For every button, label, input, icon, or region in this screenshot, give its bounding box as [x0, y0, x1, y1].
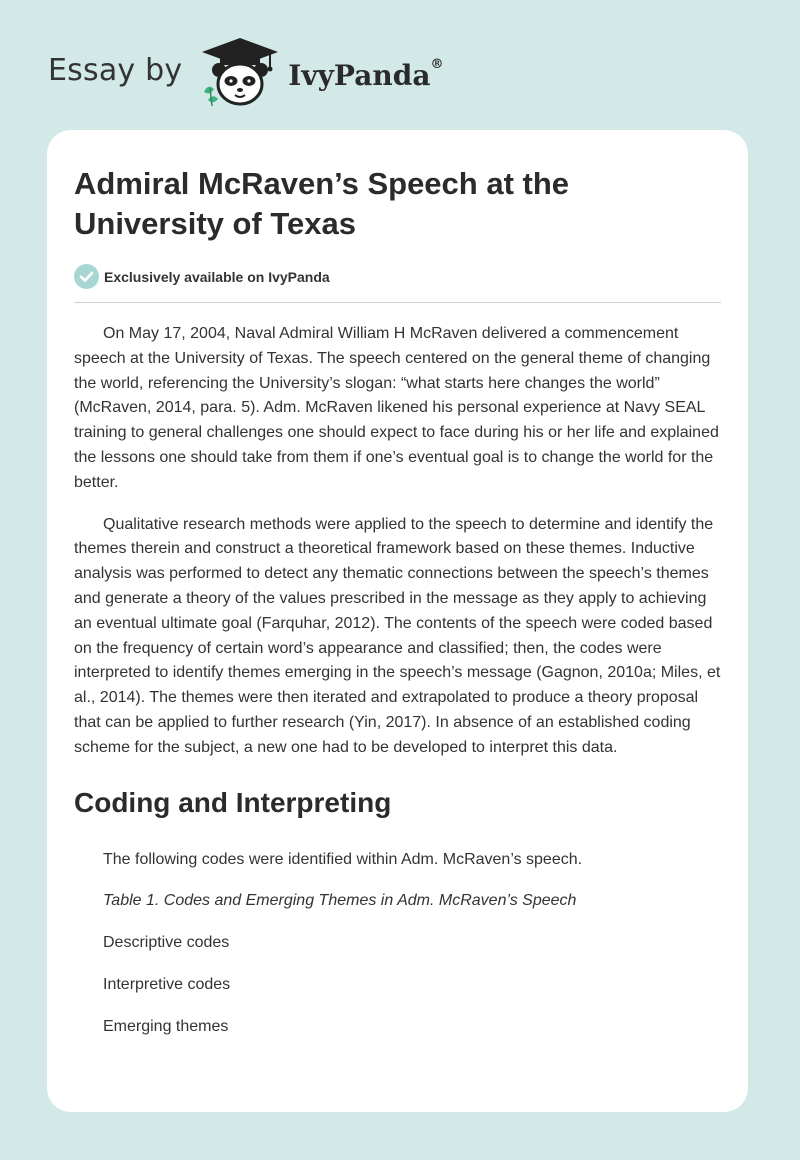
brand-name: IvyPanda® — [288, 56, 444, 92]
table-column-interpretive: Interpretive codes — [103, 975, 231, 993]
title-divider — [74, 302, 721, 303]
check-circle-icon — [74, 264, 99, 289]
page-title: Admiral McRaven’s Speech at the University of Texas — [74, 166, 570, 241]
section-intro: The following codes were identified within Adm. McRaven’s speech. — [103, 850, 583, 868]
registered-mark: ® — [430, 56, 444, 72]
exclusive-badge-text: Exclusively available on IvyPanda — [104, 268, 330, 285]
site-brand[interactable] — [48, 36, 443, 108]
body-paragraph-2: Qualitative research methods were applied to the speech to determine and identify the themes therein and construct a theoretical framework based on these themes. Inductive analysis was performed to detect any thematic connections between the speech’s themes and generate a theory of the values prescribed in the message as they apply to achieving an eventual ultimate goal (Farquhar, 2012). The contents of the speech were coded based on the frequency of certain word’s appearance and classified; then, the codes were interpreted to identify themes emerging in the speech’s message (Gagnon, 2010a; Miles, et al., 2014). The themes were then iterated and extrapolated to produce a theory proposal that can be applied to further research (Yin, 2017). In absence of an established coding scheme for the subject, a new one had to be developed to interpret this data. — [74, 515, 721, 756]
table-caption: Table 1. Codes and Emerging Themes in Adm. McRaven’s Speech — [103, 891, 577, 909]
table-column-themes: Emerging themes — [103, 1017, 229, 1035]
exclusive-badge — [74, 264, 721, 289]
panda-graduate-logo-icon — [198, 36, 282, 108]
section-heading: Coding and Interpreting — [74, 786, 392, 818]
essay-card — [47, 130, 748, 1112]
brand-prefix: Essay by — [48, 52, 183, 88]
table-column-descriptive: Descriptive codes — [103, 933, 230, 951]
body-paragraph-1: On May 17, 2004, Naval Admiral William H McRaven delivered a commencement speech at the University of Texas. The speech centered on the general theme of changing the world, referencing the University’s slogan: “what starts here changes the world” (McRaven, 2014, para. 5). Adm. McRaven likened his personal experience at Navy SEAL training to general challenges one should expect to face during his or her life and explained the lessons one should take from them if one’s eventual goal is to change the world for the better. — [74, 325, 719, 491]
